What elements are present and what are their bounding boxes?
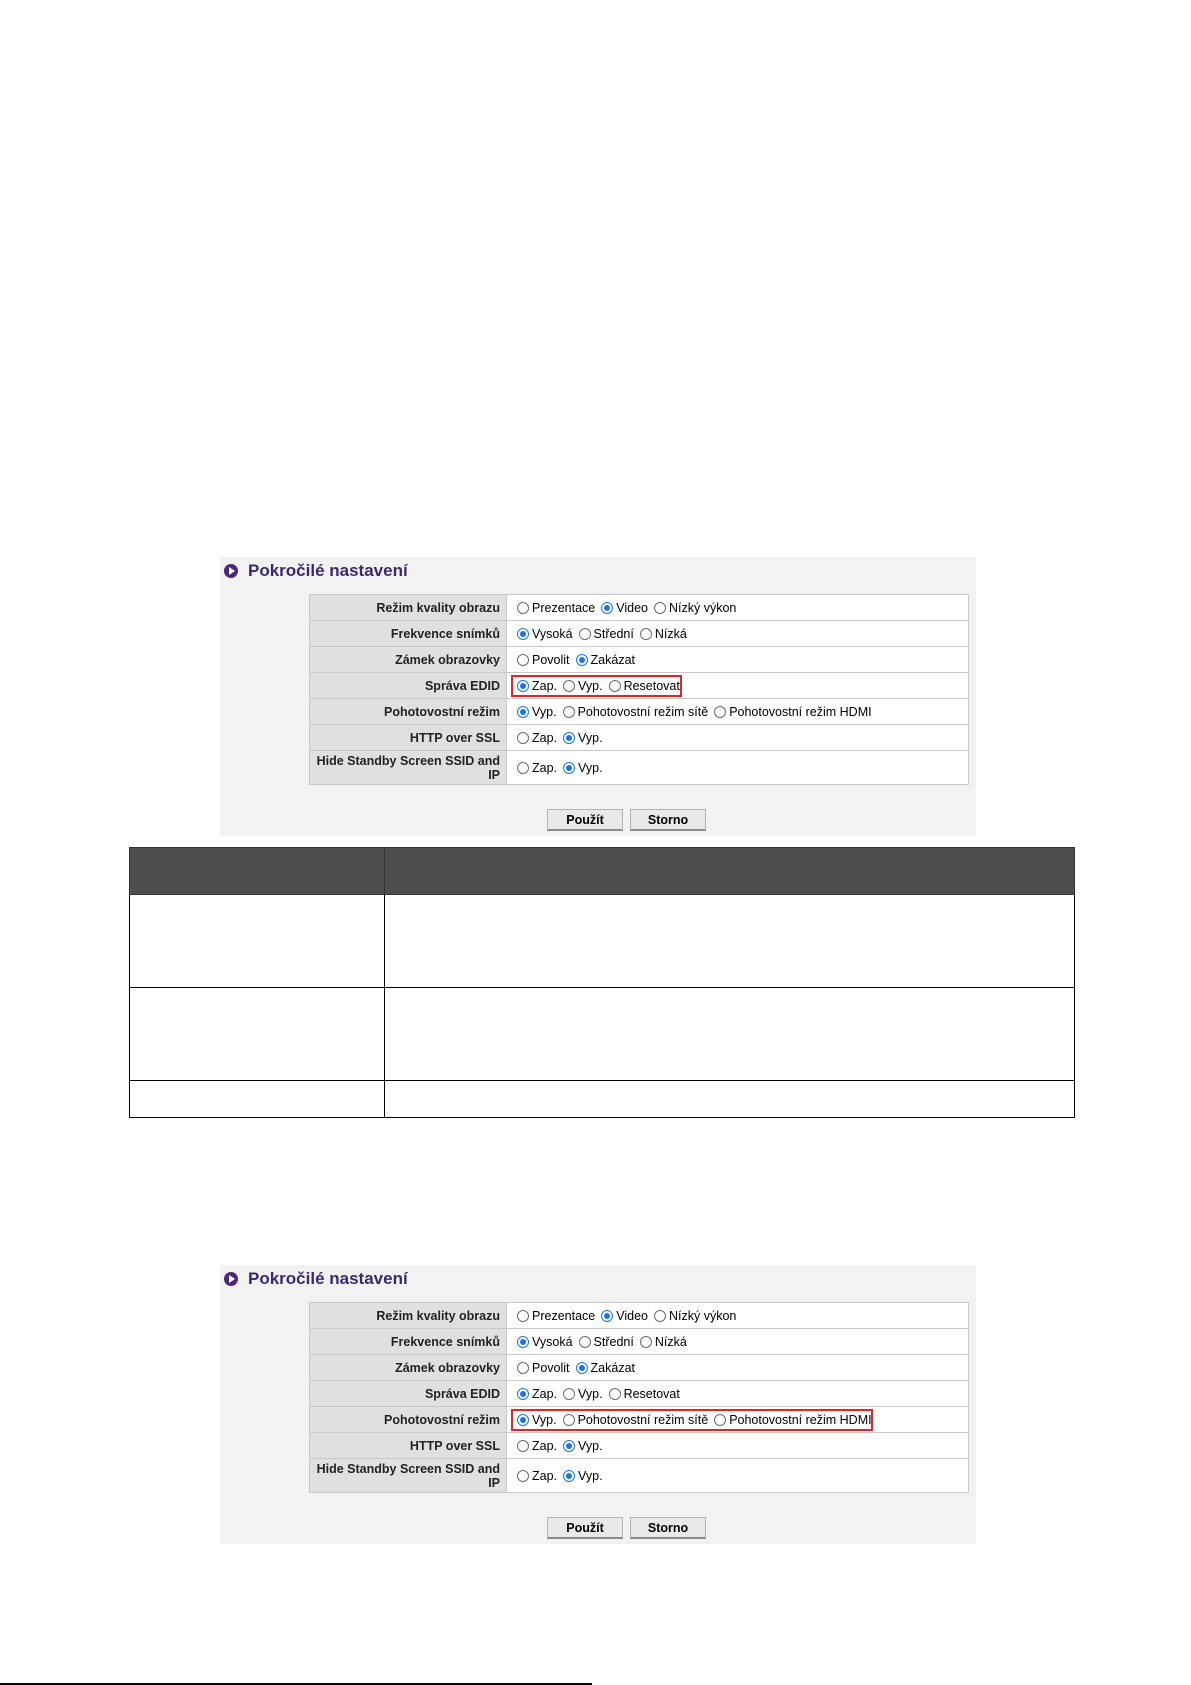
radio-option-vyp[interactable] xyxy=(563,1439,603,1453)
setting-label: Frekvence snímků xyxy=(310,621,507,647)
settings-row-http-over-ssl xyxy=(310,1433,969,1459)
setting-label: Správa EDID xyxy=(310,673,507,699)
radio-option-label: Zakázat xyxy=(590,1360,635,1375)
radio-option-label: Nízká xyxy=(654,1334,687,1349)
radio-unselected-icon[interactable] xyxy=(714,1414,726,1426)
radio-selected-icon[interactable] xyxy=(517,706,529,718)
radio-option-label: Zap. xyxy=(532,1386,558,1401)
setting-options xyxy=(507,1381,969,1407)
play-bullet-icon xyxy=(224,1272,238,1286)
radio-option-label: Prezentace xyxy=(532,1308,596,1323)
radio-option-pohotovostni-rezim-hdmi[interactable] xyxy=(714,1413,871,1427)
description-table-header xyxy=(130,848,1075,895)
play-bullet-icon xyxy=(224,564,238,578)
setting-options xyxy=(507,1303,969,1329)
table-cell xyxy=(385,1081,1075,1118)
radio-group xyxy=(517,1387,968,1401)
radio-unselected-icon[interactable] xyxy=(563,1388,575,1400)
radio-group xyxy=(517,653,968,667)
setting-label: Režim kvality obrazu xyxy=(310,1303,507,1329)
radio-option-label: Vysoká xyxy=(532,1334,573,1349)
radio-unselected-icon[interactable] xyxy=(579,1336,591,1348)
advanced-settings-panel-2 xyxy=(220,1265,976,1544)
radio-option-label: Zap. xyxy=(532,678,558,693)
setting-options xyxy=(507,595,969,621)
setting-label: Hide Standby Screen SSID and IP xyxy=(310,751,507,785)
radio-option-label: Nízký výkon xyxy=(668,600,737,615)
radio-selected-icon[interactable] xyxy=(517,1388,529,1400)
setting-options xyxy=(507,751,969,785)
setting-label: Zámek obrazovky xyxy=(310,647,507,673)
radio-unselected-icon[interactable] xyxy=(517,762,529,774)
description-table xyxy=(129,847,1075,1118)
radio-unselected-icon[interactable] xyxy=(654,1310,666,1322)
radio-option-label: Vyp. xyxy=(578,730,603,745)
radio-option-label: Vysoká xyxy=(532,626,573,641)
radio-option-label: Nízká xyxy=(654,626,687,641)
settings-table xyxy=(309,1302,969,1493)
setting-label: Pohotovostní režim xyxy=(310,699,507,725)
radio-option-nizky-vykon[interactable] xyxy=(654,601,736,615)
radio-option-resetovat[interactable] xyxy=(609,1387,680,1401)
setting-label: Frekvence snímků xyxy=(310,1329,507,1355)
button-bar xyxy=(220,809,976,831)
radio-option-vysoka[interactable] xyxy=(517,627,573,641)
panel-title xyxy=(224,1269,408,1289)
radio-option-video[interactable] xyxy=(601,601,648,615)
setting-options xyxy=(507,1329,969,1355)
advanced-settings-panel-1 xyxy=(220,557,976,836)
radio-option-label: Nízký výkon xyxy=(668,1308,737,1323)
radio-option-vyp[interactable] xyxy=(563,761,603,775)
radio-option-vysoka[interactable] xyxy=(517,1335,573,1349)
radio-option-stredni[interactable] xyxy=(579,1335,634,1349)
setting-label: Hide Standby Screen SSID and IP xyxy=(310,1459,507,1493)
settings-row-hide-standby-screen-ssid-and-ip xyxy=(310,751,969,785)
cancel-button[interactable]: Storno xyxy=(630,1517,706,1539)
radio-unselected-icon[interactable] xyxy=(517,1470,529,1482)
setting-options xyxy=(507,673,969,699)
radio-selected-icon[interactable] xyxy=(517,1414,529,1426)
radio-option-label: Povolit xyxy=(532,1360,570,1375)
radio-option-label: Vyp. xyxy=(532,1412,557,1427)
table-row xyxy=(130,1081,1075,1118)
radio-unselected-icon[interactable] xyxy=(517,602,529,614)
radio-option-label: Vyp. xyxy=(532,704,557,719)
radio-option-label: Vyp. xyxy=(578,760,603,775)
settings-table xyxy=(309,594,969,785)
radio-selected-icon[interactable] xyxy=(563,1440,575,1452)
radio-selected-icon[interactable] xyxy=(517,628,529,640)
radio-option-label: Zakázat xyxy=(590,652,635,667)
settings-row-rezim-kvality-obrazu xyxy=(310,1303,969,1329)
radio-option-label: Zap. xyxy=(532,1438,558,1453)
setting-options xyxy=(507,725,969,751)
radio-unselected-icon[interactable] xyxy=(517,732,529,744)
radio-selected-icon[interactable] xyxy=(576,1362,588,1374)
radio-option-zakazat[interactable] xyxy=(576,653,635,667)
setting-options xyxy=(507,699,969,725)
apply-button[interactable]: Použít xyxy=(547,809,623,831)
radio-option-zap[interactable] xyxy=(517,731,557,745)
radio-option-video[interactable] xyxy=(601,1309,648,1323)
radio-option-label: Vyp. xyxy=(578,1438,603,1453)
setting-label: Zámek obrazovky xyxy=(310,1355,507,1381)
radio-selected-icon[interactable] xyxy=(563,732,575,744)
settings-row-sprava-edid xyxy=(310,1381,969,1407)
table-cell xyxy=(385,895,1075,988)
radio-group xyxy=(517,761,968,775)
table-row xyxy=(130,988,1075,1081)
table-row xyxy=(130,895,1075,988)
settings-row-pohotovostni-rezim xyxy=(310,699,969,725)
radio-option-vyp[interactable] xyxy=(563,1469,603,1483)
radio-unselected-icon[interactable] xyxy=(609,680,621,692)
radio-option-label: Vyp. xyxy=(578,1468,603,1483)
radio-unselected-icon[interactable] xyxy=(517,1440,529,1452)
radio-unselected-icon[interactable] xyxy=(517,1310,529,1322)
setting-label: Pohotovostní režim xyxy=(310,1407,507,1433)
radio-option-prezentace[interactable] xyxy=(517,1309,595,1323)
radio-group xyxy=(517,731,968,745)
header-cell-2 xyxy=(385,848,1075,895)
radio-option-pohotovostni-rezim-site[interactable] xyxy=(563,705,709,719)
button-bar xyxy=(220,1517,976,1539)
radio-group xyxy=(517,1335,968,1349)
radio-selected-icon[interactable] xyxy=(517,1336,529,1348)
radio-unselected-icon[interactable] xyxy=(609,1388,621,1400)
radio-option-povolit[interactable] xyxy=(517,653,570,667)
setting-options xyxy=(507,1355,969,1381)
radio-option-vyp[interactable] xyxy=(517,705,557,719)
radio-option-prezentace[interactable] xyxy=(517,601,595,615)
settings-row-frekvence-snimku xyxy=(310,621,969,647)
radio-option-label: Vyp. xyxy=(578,1386,603,1401)
radio-option-label: Střední xyxy=(593,626,634,641)
radio-unselected-icon[interactable] xyxy=(640,1336,652,1348)
settings-row-pohotovostni-rezim xyxy=(310,1407,969,1433)
panel-title-text: Pokročilé nastavení xyxy=(248,561,408,580)
radio-group xyxy=(517,1361,968,1375)
radio-option-zap[interactable] xyxy=(517,679,557,693)
setting-label: HTTP over SSL xyxy=(310,725,507,751)
radio-group xyxy=(517,679,968,693)
radio-selected-icon[interactable] xyxy=(601,1310,613,1322)
radio-option-label: Povolit xyxy=(532,652,570,667)
radio-option-label: Video xyxy=(616,600,648,615)
radio-selected-icon[interactable] xyxy=(601,602,613,614)
radio-group xyxy=(517,1413,968,1427)
radio-option-pohotovostni-rezim-hdmi[interactable] xyxy=(714,705,871,719)
radio-selected-icon[interactable] xyxy=(576,654,588,666)
table-cell xyxy=(130,988,385,1081)
radio-option-label: Zap. xyxy=(532,1468,558,1483)
radio-option-zap[interactable] xyxy=(517,1387,557,1401)
setting-options xyxy=(507,1459,969,1493)
radio-option-pohotovostni-rezim-site[interactable] xyxy=(563,1413,709,1427)
radio-option-zakazat[interactable] xyxy=(576,1361,635,1375)
setting-options xyxy=(507,647,969,673)
radio-selected-icon[interactable] xyxy=(517,680,529,692)
radio-unselected-icon[interactable] xyxy=(517,654,529,666)
setting-label: HTTP over SSL xyxy=(310,1433,507,1459)
radio-unselected-icon[interactable] xyxy=(563,680,575,692)
radio-group xyxy=(517,627,968,641)
radio-option-zap[interactable] xyxy=(517,1439,557,1453)
panel-title-text: Pokročilé nastavení xyxy=(248,1269,408,1288)
radio-option-resetovat[interactable] xyxy=(609,679,680,693)
radio-option-nizky-vykon[interactable] xyxy=(654,1309,736,1323)
radio-option-label: Zap. xyxy=(532,760,558,775)
radio-option-label: Střední xyxy=(593,1334,634,1349)
setting-options xyxy=(507,1433,969,1459)
setting-label: Správa EDID xyxy=(310,1381,507,1407)
radio-option-zap[interactable] xyxy=(517,1469,557,1483)
setting-options xyxy=(507,621,969,647)
radio-option-label: Resetovat xyxy=(623,1386,680,1401)
radio-option-label: Pohotovostní režim HDMI xyxy=(729,704,872,719)
header-cell-1 xyxy=(130,848,385,895)
radio-option-label: Vyp. xyxy=(578,678,603,693)
radio-group xyxy=(517,705,968,719)
panel-title xyxy=(224,561,408,581)
radio-option-label: Video xyxy=(616,1308,648,1323)
settings-row-rezim-kvality-obrazu xyxy=(310,595,969,621)
radio-option-stredni[interactable] xyxy=(579,627,634,641)
setting-label: Režim kvality obrazu xyxy=(310,595,507,621)
radio-option-vyp[interactable] xyxy=(563,679,603,693)
table-cell xyxy=(130,895,385,988)
radio-option-vyp[interactable] xyxy=(517,1413,557,1427)
radio-group xyxy=(517,1439,968,1453)
radio-unselected-icon[interactable] xyxy=(654,602,666,614)
radio-option-zap[interactable] xyxy=(517,761,557,775)
settings-row-zamek-obrazovky xyxy=(310,1355,969,1381)
radio-option-label: Zap. xyxy=(532,730,558,745)
radio-group xyxy=(517,1309,968,1323)
radio-option-nizka[interactable] xyxy=(640,1335,687,1349)
cancel-button[interactable]: Storno xyxy=(630,809,706,831)
settings-row-frekvence-snimku xyxy=(310,1329,969,1355)
radio-option-label: Pohotovostní režim sítě xyxy=(577,704,709,719)
radio-group xyxy=(517,601,968,615)
radio-selected-icon[interactable] xyxy=(563,1470,575,1482)
radio-group xyxy=(517,1469,968,1483)
settings-row-sprava-edid xyxy=(310,673,969,699)
setting-options xyxy=(507,1407,969,1433)
radio-unselected-icon[interactable] xyxy=(640,628,652,640)
radio-unselected-icon[interactable] xyxy=(517,1362,529,1374)
radio-option-label: Resetovat xyxy=(623,678,680,693)
radio-option-label: Prezentace xyxy=(532,600,596,615)
settings-row-hide-standby-screen-ssid-and-ip xyxy=(310,1459,969,1493)
radio-option-label: Pohotovostní režim sítě xyxy=(577,1412,709,1427)
radio-unselected-icon[interactable] xyxy=(714,706,726,718)
radio-option-vyp[interactable] xyxy=(563,731,603,745)
table-cell xyxy=(385,988,1075,1081)
radio-option-nizka[interactable] xyxy=(640,627,687,641)
radio-selected-icon[interactable] xyxy=(563,762,575,774)
radio-option-povolit[interactable] xyxy=(517,1361,570,1375)
settings-row-http-over-ssl xyxy=(310,725,969,751)
apply-button[interactable]: Použít xyxy=(547,1517,623,1539)
settings-row-zamek-obrazovky xyxy=(310,647,969,673)
radio-unselected-icon[interactable] xyxy=(579,628,591,640)
radio-unselected-icon[interactable] xyxy=(563,1414,575,1426)
radio-unselected-icon[interactable] xyxy=(563,706,575,718)
table-cell xyxy=(130,1081,385,1118)
radio-option-vyp[interactable] xyxy=(563,1387,603,1401)
radio-option-label: Pohotovostní režim HDMI xyxy=(729,1412,872,1427)
